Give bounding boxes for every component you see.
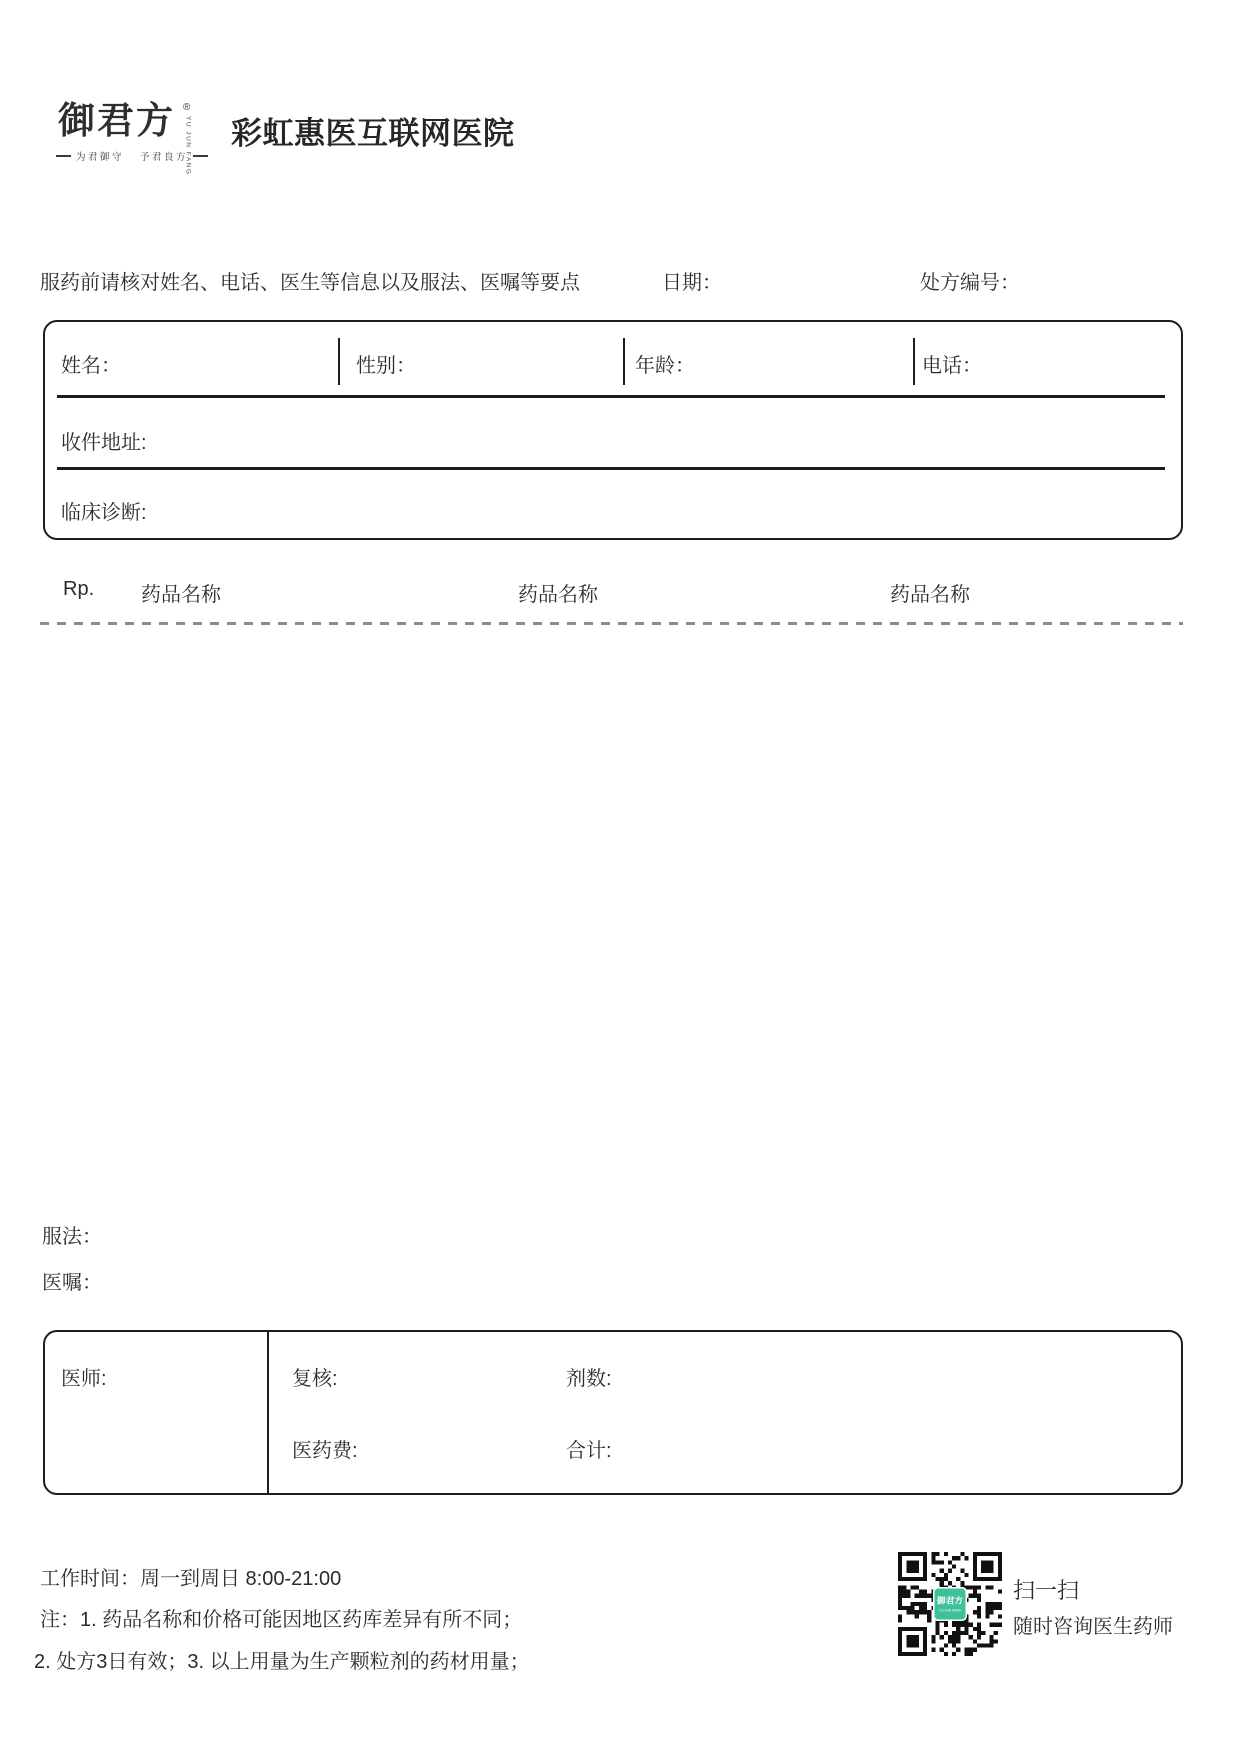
tagline-text-left: 为君御守 xyxy=(76,152,125,163)
dose-count-label: 剂数: xyxy=(566,1368,612,1390)
clinical-diagnosis-label: 临床诊断: xyxy=(61,502,147,524)
registered-trademark-icon: ® xyxy=(183,102,191,113)
scan-title: 扫一扫 xyxy=(1013,1578,1080,1603)
note-line-1: 注：1. 药品名称和价格可能因地区药库差异有所不同； xyxy=(40,1609,523,1631)
column-divider xyxy=(267,1332,269,1493)
tagline-dash-right xyxy=(193,155,208,157)
scan-subtitle: 随时咨询医生药师 xyxy=(1013,1616,1173,1638)
dashed-separator xyxy=(40,622,1183,625)
brand-name: 御君方 xyxy=(58,98,175,142)
brand-tagline xyxy=(56,149,208,163)
prescription-number-label: 处方编号： xyxy=(920,272,1020,294)
svg-text:御君方: 御君方 xyxy=(936,1595,964,1606)
qr-code xyxy=(898,1552,1002,1656)
row-divider xyxy=(57,467,1165,470)
brand-pinyin-vertical: YU JUN FANG xyxy=(184,116,192,176)
phone-field-label: 电话： xyxy=(922,355,982,377)
tagline-text-right: 予君良方 xyxy=(140,152,189,163)
doctor-label: 医师: xyxy=(61,1368,107,1390)
name-field-label: 姓名： xyxy=(61,355,121,377)
svg-text:YU JUN FANG xyxy=(939,1608,961,1612)
rp-label: Rp. xyxy=(63,578,95,600)
total-label: 合计: xyxy=(566,1440,612,1462)
row-divider xyxy=(57,395,1165,398)
qr-code-image xyxy=(898,1552,1002,1656)
usage-label: 服法： xyxy=(42,1226,102,1248)
column-divider xyxy=(623,338,625,385)
age-field-label: 年龄： xyxy=(635,355,695,377)
medicine-fee-label: 医药费: xyxy=(292,1440,358,1462)
drug-name-column-header: 药品名称 xyxy=(141,584,221,606)
signature-fee-box xyxy=(43,1330,1183,1495)
drug-name-column-header: 药品名称 xyxy=(890,584,970,606)
tagline-dash-left xyxy=(56,155,71,157)
verification-notice: 服药前请核对姓名、电话、医生等信息以及服法、医嘱等要点 xyxy=(40,272,580,294)
patient-info-box xyxy=(43,320,1183,540)
column-divider xyxy=(338,338,340,385)
shipping-address-label: 收件地址: xyxy=(61,432,147,454)
date-label: 日期： xyxy=(662,272,722,294)
doctor-advice-label: 医嘱： xyxy=(42,1272,102,1294)
sex-field-label: 性别： xyxy=(356,355,416,377)
drug-name-column-header: 药品名称 xyxy=(518,584,598,606)
hospital-name: 彩虹惠医互联网医院 xyxy=(231,116,515,151)
note-line-2: 2. 处方3日有效；3. 以上用量为生产颗粒剂的药材用量； xyxy=(34,1651,530,1673)
column-divider xyxy=(913,338,915,385)
review-label: 复核: xyxy=(292,1368,338,1390)
work-time-text: 工作时间：周一到周日 8:00-21:00 xyxy=(40,1568,342,1590)
